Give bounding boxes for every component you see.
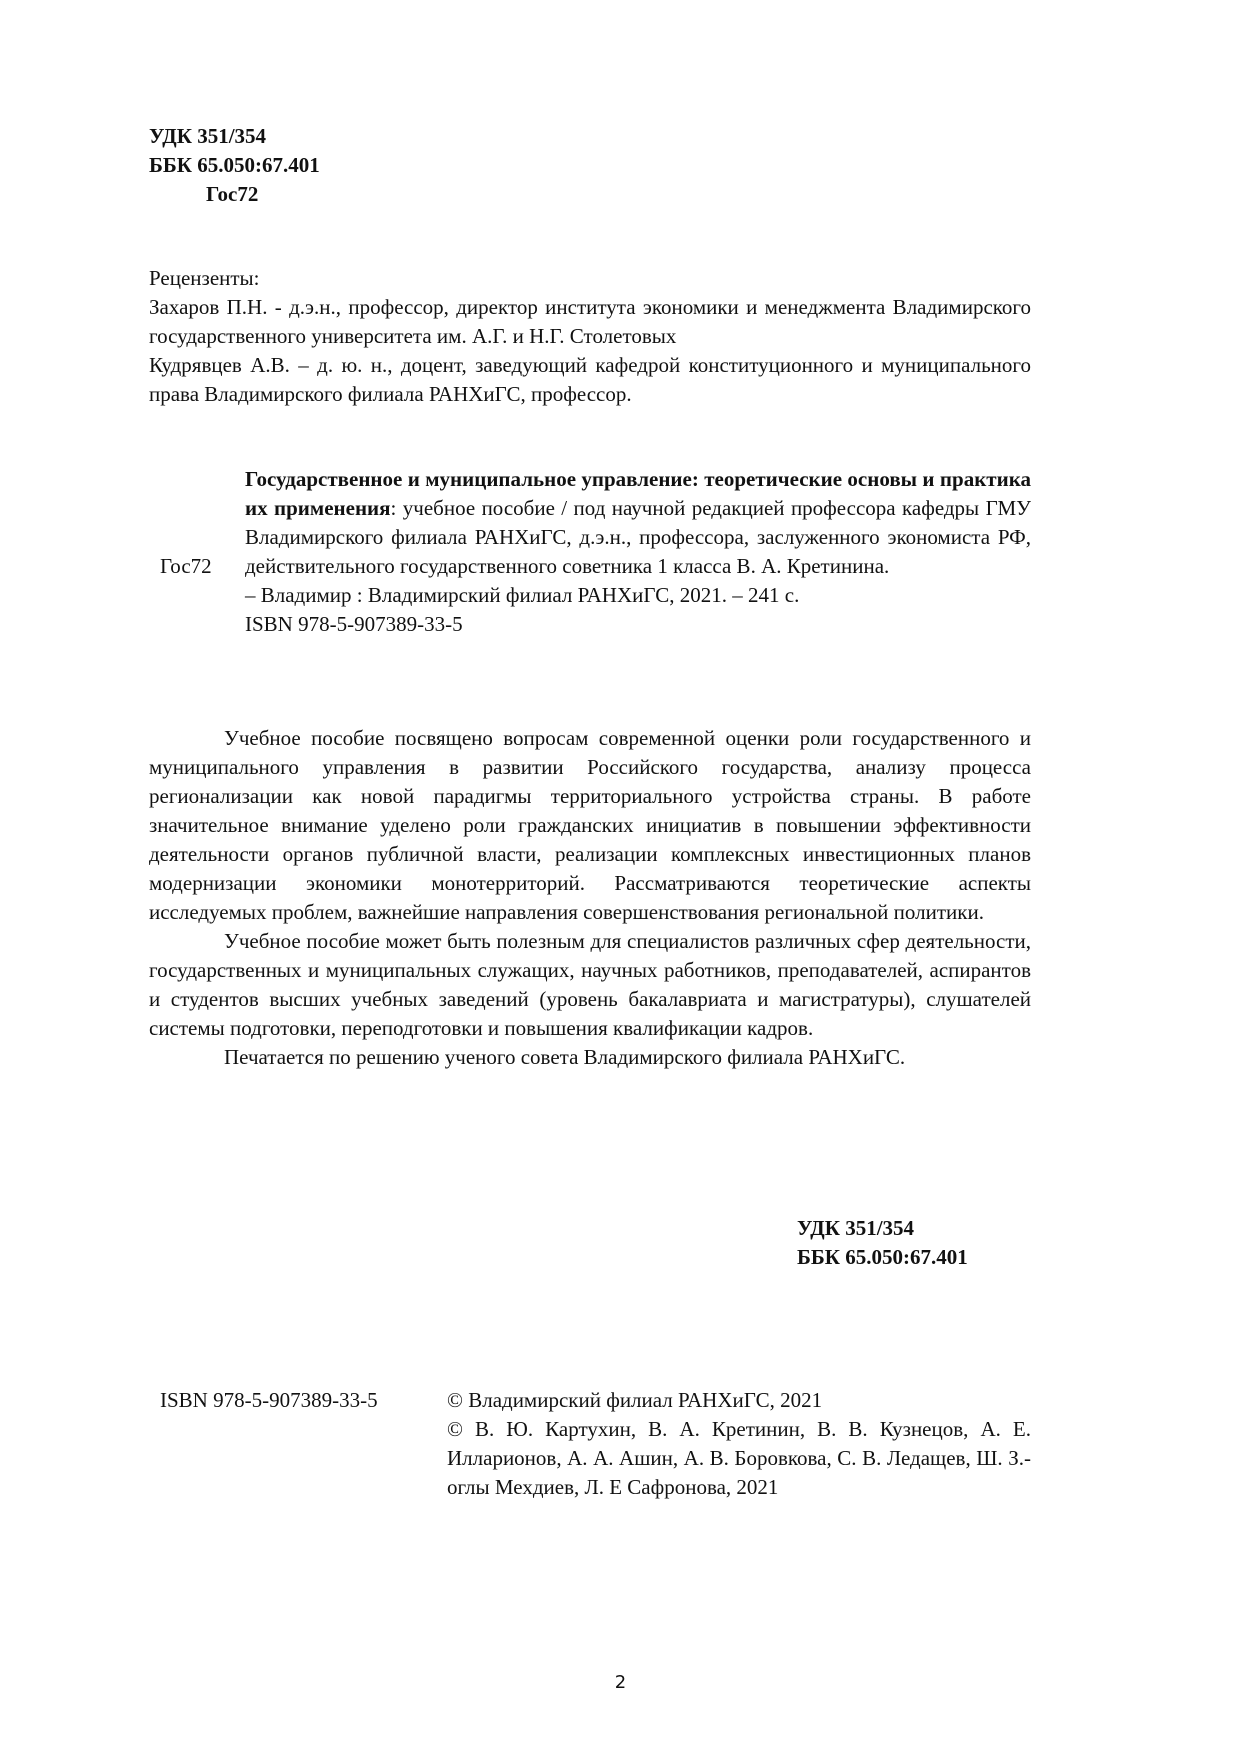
- bibliographic-body: [245, 465, 1031, 581]
- bibliographic-isbn: ISBN 978-5-907389-33-5: [245, 612, 463, 636]
- reviewers-section: [149, 264, 1031, 409]
- bibliographic-description: [245, 465, 1031, 639]
- bibliographic-code: Гос72: [160, 554, 212, 578]
- classification-codes-top: [149, 122, 320, 209]
- udk-code: УДК 351/354: [149, 124, 267, 148]
- reviewer-2: Кудрявцев А.В. – д. ю. н., доцент, заведующий кафедрой конституционного и муниципального права Владимирского филиала РАНХиГС, профессор.: [149, 353, 1031, 406]
- publication-info: – Владимир : Владимирский филиал РАНХиГС, 2021. – 241 с.: [245, 583, 800, 607]
- abstract-paragraph-1: Учебное пособие посвящено вопросам современной оценки роли государственного и муниципального управления в развитии Российского государства, анализу процесса регионализации как новой парадигмы территориального устройства страны. В работе значительное внимание уделено роли гражданских инициатив в повышении эффективности деятельности органов публичной власти, реализации комплексных инвестиционных планов модернизации экономики монотерриторий. Рассматриваются теоретические аспекты исследуемых проблем, важнейшие направления совершенствования региональной политики.: [149, 726, 1031, 924]
- book-title: Государственное и муниципальное управление: теоретические основы и практика их применения: [245, 467, 1031, 520]
- udk-code-bottom: УДК 351/354: [797, 1216, 915, 1240]
- copyright-line-2: © В. Ю. Картухин, В. А. Кретинин, В. В. Кузнецов, А. Е. Илларионов, А. А. Ашин, А. В. Боровкова, С. В. Ледащев, Ш. З.-оглы Мехдиев, Л. Е Сафронова, 2021: [447, 1417, 1031, 1499]
- page-number: 2: [614, 1672, 627, 1693]
- reviewers-heading: Рецензенты:: [149, 266, 260, 290]
- copyright-line-1: © Владимирский филиал РАНХиГС, 2021: [447, 1388, 823, 1412]
- author-mark: Гос72: [206, 182, 259, 206]
- abstract-paragraph-2: Учебное пособие может быть полезным для специалистов различных сфер деятельности, государственных и муниципальных служащих, научных работников, преподавателей, аспирантов и студентов высших учебных заведений (уровень бакалавриата и магистратуры), слушателей системы подготовки, переподготовки и повышения квалификации кадров.: [149, 929, 1031, 1040]
- reviewer-1: Захаров П.Н. - д.э.н., профессор, директор института экономики и менеджмента Владимирского государственного университета им. А.Г. и Н.Г. Столетовых: [149, 295, 1031, 348]
- abstract-section: [149, 724, 1031, 1072]
- copyright-block: [447, 1386, 1031, 1502]
- bbk-code: ББК 65.050:67.401: [149, 153, 320, 177]
- imprint-isbn: ISBN 978-5-907389-33-5: [160, 1388, 378, 1412]
- bbk-code-bottom: ББК 65.050:67.401: [797, 1245, 968, 1269]
- abstract-paragraph-3: Печатается по решению ученого совета Владимирского филиала РАНХиГС.: [224, 1045, 906, 1069]
- book-description: : учебное пособие / под научной редакцией профессора кафедры ГМУ Владимирского филиала РАНХиГС, д.э.н., профессора, заслуженного экономиста РФ, действительного государственного советника 1 класса В. А. Кретинина.: [245, 496, 1031, 578]
- classification-codes-bottom: [797, 1214, 968, 1272]
